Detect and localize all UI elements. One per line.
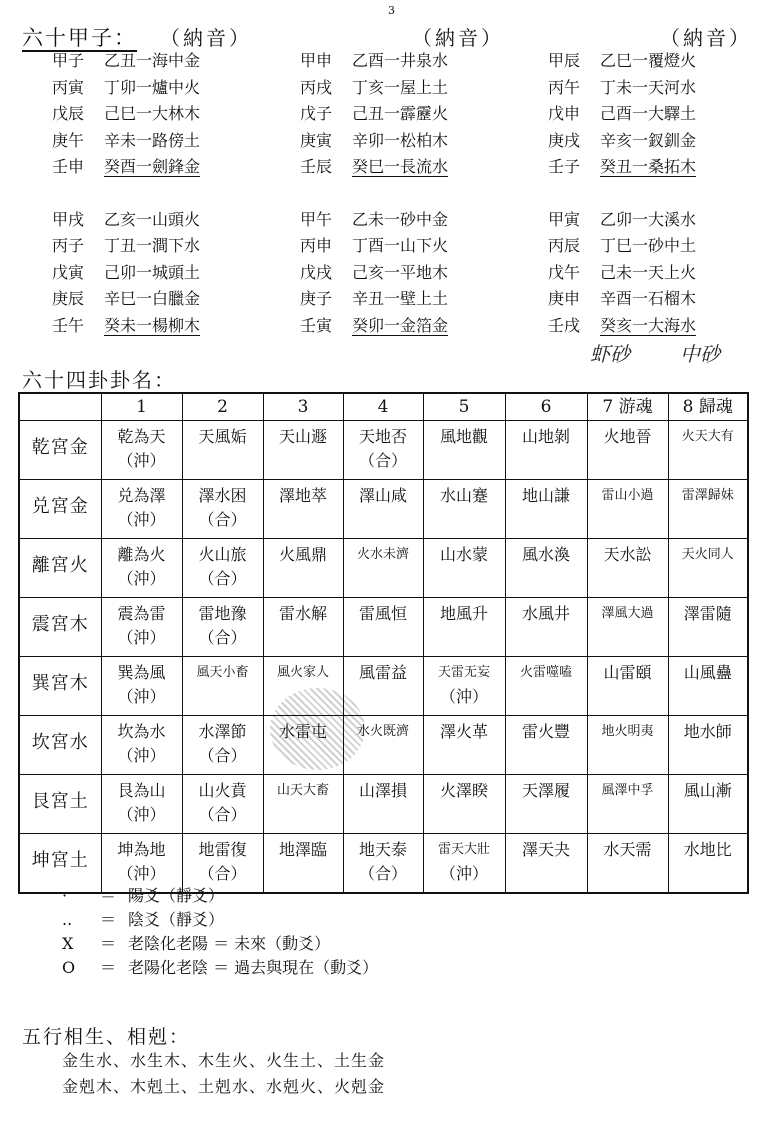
hexagram-name: 山水蒙 [439,545,488,564]
hexagram-name: 地水師 [683,722,732,741]
hexagram-name: 火天大有 [681,429,734,444]
nayin-group [300,48,500,181]
hexagram-cell [101,657,182,716]
nayin-row [300,101,500,128]
hexagram-name: 地風升 [439,604,488,623]
hexagram-name: 澤風大過 [601,606,654,621]
hexagram-cell [182,775,263,834]
hexagram-name: 天澤履 [521,781,570,800]
hexagram-relation: （合） [198,510,247,529]
hexagram-name: 天地否 [358,427,407,446]
hexagram-cell [423,598,505,657]
stem-branch: 甲午 [300,209,333,229]
hexagram-name: 山風蠱 [683,663,732,682]
stem-branch: 壬申 [52,157,85,176]
hexagram-relation: （合） [358,451,407,470]
nayin-element: 丁亥一屋上土 [352,77,449,97]
nayin-element: 辛卯一松柏木 [352,130,449,150]
stem-branch: 丙子 [52,236,85,255]
hexagram-name: 澤山咸 [358,486,407,505]
hexagram-name: 風天小畜 [196,665,249,680]
nayin-element: 辛巳一白臘金 [104,289,201,308]
nayin-row [300,48,500,75]
nayin-row [300,75,500,102]
column-header: 7 游魂 [587,393,668,421]
stem-branch: 壬子 [548,157,581,176]
palace-label: 艮宮土 [19,775,101,834]
palace-label: 坤宮土 [19,834,101,894]
hexagram-name: 震為雷 [117,604,166,623]
stem-branch: 丙午 [548,77,581,97]
nayin-element: 乙酉一井泉水 [352,51,449,70]
hexagram-name: 澤水困 [198,486,247,505]
nayin-row [300,313,500,340]
hexagram-cell [101,598,182,657]
nayin-row [548,286,748,313]
nayin-element: 癸丑一桑拓木 [600,157,697,176]
column-header: 4 [343,393,423,421]
hexagram-cell [423,657,505,716]
hexagram-relation: （合） [198,569,247,588]
nayin-group [300,207,500,340]
wuxing-sheng: 金生水、水生木、木生火、火生土、土生金 [62,1051,386,1070]
hexagram-cell [587,834,668,894]
hexagram-cell [182,539,263,598]
hexagram-cell [263,480,343,539]
hexagram-relation: （沖） [117,805,166,824]
signature-1: 虾砂 [590,342,630,366]
legend-text: 老陽化老陰 ＝ 過去與現在（動爻） [128,958,379,977]
column-header: 5 [423,393,505,421]
nayin-column-2 [300,48,500,339]
hexagram-name: 乾為天 [117,427,166,446]
legend-text: 老陰化老陽 ＝ 未來（動爻） [128,934,331,953]
hexagram-cell [101,775,182,834]
hexagram-row [19,775,748,834]
legend-symbol: .. [62,910,73,929]
nayin-row [548,48,748,75]
hexagram-cell [182,480,263,539]
hexagram-name: 風山漸 [683,781,732,800]
hexagram-name: 火風鼎 [278,545,327,564]
stem-branch: 甲申 [300,51,333,70]
stem-branch: 甲戌 [52,209,85,229]
stem-branch: 甲子 [52,51,85,70]
hexagram-name: 澤天夬 [521,840,570,859]
hexagram-cell [668,539,748,598]
nayin-row [548,233,748,260]
nayin-row [300,154,500,181]
hexagram-cell [423,480,505,539]
hexagram-name: 離為火 [117,545,166,564]
nayin-row [300,286,500,313]
hexagram-name: 風火家人 [276,665,329,680]
hexagram-cell [505,598,587,657]
nayin-element: 丁丑一澗下水 [104,236,201,255]
hexagram-row [19,657,748,716]
stem-branch: 甲辰 [548,51,581,70]
stem-branch: 甲寅 [548,209,581,229]
nayin-element: 辛未一路傍土 [104,130,201,150]
nayin-row [52,313,252,340]
stem-branch: 庚戌 [548,130,581,150]
hexagram-cell [505,539,587,598]
hexagram-row [19,480,748,539]
legend-symbol: O [62,958,76,977]
nayin-element: 丁卯一爐中火 [104,77,201,97]
hexagram-cell [668,716,748,775]
hexagram-name: 天風姤 [198,427,247,446]
page-number: 3 [388,4,395,17]
palace-label: 巽宮木 [19,657,101,716]
hexagram-name: 地火明夷 [601,724,654,739]
signature-2: 中砂 [680,342,720,366]
nayin-element: 癸巳一長流水 [352,157,449,176]
hexagram-name: 兑為澤 [117,486,166,505]
hexagram-name: 風澤中孚 [601,783,654,798]
stem-branch: 庚午 [52,130,85,150]
legend-symbol: · [62,886,68,905]
nayin-element: 辛亥一釵釧金 [600,130,697,150]
hexagram-row [19,716,748,775]
nayin-element: 己卯一城頭土 [104,262,201,282]
nayin-title: 六十甲子： [22,26,137,50]
palace-label: 兑宮金 [19,480,101,539]
nayin-row [52,101,252,128]
hexagram-row [19,539,748,598]
hexagram-name: 艮為山 [117,781,166,800]
nayin-element: 己酉一大驛土 [600,104,697,123]
nayin-row [300,260,500,287]
hexagram-cell [101,539,182,598]
nayin-element: 癸酉一劍鋒金 [104,157,201,176]
hexagram-cell [505,421,587,480]
hexagram-cell [587,657,668,716]
hexagram-name: 山火賁 [198,781,247,800]
hexagram-cell [101,421,182,480]
nayin-row [548,154,748,181]
hexagram-name: 火地晉 [603,427,652,446]
hexagram-relation: （沖） [439,864,488,883]
nayin-element: 乙未一砂中金 [352,209,449,229]
nayin-element: 乙卯一大溪水 [600,209,697,229]
hexagram-name: 山地剝 [521,427,570,446]
stem-branch: 戊寅 [52,262,85,282]
nayin-row [52,286,252,313]
hexagram-relation: （沖） [117,746,166,765]
hexagram-cell [182,657,263,716]
wuxing-ke: 金剋木、木剋土、土剋水、水剋火、火剋金 [62,1077,386,1096]
hexagram-header-row [19,393,748,421]
hexagram-name: 風雷益 [358,663,407,682]
hexagram-name: 雷水解 [278,604,327,623]
hexagram-relation: （沖） [117,451,166,470]
nayin-element: 乙亥一山頭火 [104,209,201,229]
hexagram-name: 火雷噬嗑 [519,665,572,680]
nayin-group [548,48,748,181]
hexagram-name: 雷風恒 [358,604,407,623]
hexagram-name: 山雷頤 [603,663,652,682]
stem-branch: 戊申 [548,104,581,123]
column-header [19,393,101,421]
nayin-group [548,207,748,340]
stem-branch: 戊子 [300,104,333,123]
hexagram-name: 風地觀 [439,427,488,446]
column-header: 2 [182,393,263,421]
column-header: 1 [101,393,182,421]
stem-branch: 庚子 [300,289,333,308]
nayin-row [548,75,748,102]
hexagram-name: 天山遯 [278,427,327,446]
hexagram-cell [668,657,748,716]
nayin-element: 丁巳一砂中土 [600,236,697,255]
hexagram-name: 水天需 [603,840,652,859]
nayin-row [548,260,748,287]
hexagram-cell [668,480,748,539]
stem-branch: 丙寅 [52,77,85,97]
hexagram-relation: （沖） [117,628,166,647]
hexagram-cell [587,598,668,657]
hexagram-cell [587,539,668,598]
seal-stamp [270,688,365,770]
hexagram-relation: （合） [198,805,247,824]
hexagram-cell [101,480,182,539]
hexagram-cell [587,716,668,775]
palace-label: 坎宮水 [19,716,101,775]
nayin-group [52,207,252,340]
nayin-row [52,75,252,102]
palace-label: 震宮木 [19,598,101,657]
legend-equals: ＝ [100,934,117,953]
hexagram-relation: （沖） [439,687,488,706]
hexagram-cell [505,657,587,716]
hexagram-cell [343,598,423,657]
stem-branch: 庚辰 [52,289,85,308]
hexagram-title: 六十四卦卦名： [22,368,176,392]
hexagram-relation: （沖） [117,687,166,706]
hexagram-relation: （沖） [117,510,166,529]
column-header: 6 [505,393,587,421]
nayin-element: 丁未一天河水 [600,77,697,97]
stem-branch: 丙申 [300,236,333,255]
nayin-group [52,48,252,181]
hexagram-cell [423,834,505,894]
hexagram-name: 山澤損 [358,781,407,800]
hexagram-cell [668,775,748,834]
hexagram-cell [182,421,263,480]
hexagram-name: 地天泰 [358,840,407,859]
hexagram-name: 坤為地 [117,840,166,859]
nayin-element: 癸亥一大海水 [600,315,697,335]
hexagram-name: 地澤臨 [278,840,327,859]
legend-row [62,932,378,956]
hexagram-row [19,421,748,480]
hexagram-name: 雷天大壯 [437,842,490,857]
stem-branch: 壬辰 [300,157,333,176]
hexagram-name: 風水渙 [521,545,570,564]
hexagram-name: 地雷復 [198,840,247,859]
nayin-element: 辛酉一石榴木 [600,289,697,308]
hexagram-name: 天水訟 [603,545,652,564]
hexagram-name: 水風井 [521,604,570,623]
hexagram-name: 水澤節 [198,722,247,741]
hexagram-cell [505,716,587,775]
hexagram-relation: （合） [198,864,247,883]
nayin-header-2: （納音） [412,26,504,50]
hexagram-cell [343,480,423,539]
hexagram-cell [343,539,423,598]
stem-branch: 戊戌 [300,262,333,282]
nayin-row [52,128,252,155]
hexagram-cell [505,775,587,834]
hexagram-cell [505,480,587,539]
nayin-row [300,128,500,155]
hexagram-relation: （合） [198,746,247,765]
stem-branch: 庚申 [548,289,581,308]
legend-row [62,956,378,980]
hexagram-cell [587,775,668,834]
hexagram-name: 水雷屯 [278,722,327,741]
hexagram-cell [668,834,748,894]
hexagram-cell [668,421,748,480]
nayin-element: 己未一天上火 [600,262,697,282]
hexagram-cell [505,834,587,894]
nayin-element: 癸卯一金箔金 [352,315,449,335]
stem-branch: 丙戌 [300,77,333,97]
nayin-element: 己巳一大林木 [104,104,201,123]
column-header: 8 歸魂 [668,393,748,421]
stem-branch: 丙辰 [548,236,581,255]
hexagram-name: 澤火革 [439,722,488,741]
nayin-column-3 [548,48,748,339]
legend-equals: ＝ [100,886,117,905]
stem-branch: 壬午 [52,315,85,335]
hexagram-relation: （沖） [117,569,166,588]
nayin-row [52,154,252,181]
nayin-row [548,128,748,155]
nayin-element: 乙巳一覆燈火 [600,51,697,70]
hexagram-cell [587,480,668,539]
nayin-column-1 [52,48,252,339]
hexagram-name: 雷地豫 [198,604,247,623]
palace-label: 離宮火 [19,539,101,598]
hexagram-relation: （沖） [117,864,166,883]
hexagram-cell [423,716,505,775]
nayin-row [548,207,748,234]
nayin-element: 己丑一霹靂火 [352,104,449,123]
hexagram-name: 天雷无妄 [437,665,490,680]
palace-label: 乾宮金 [19,421,101,480]
hexagram-cell [343,775,423,834]
nayin-element: 辛丑一壁上土 [352,289,449,308]
hexagram-cell [587,421,668,480]
hexagram-row [19,598,748,657]
hexagram-name: 火水未濟 [356,547,409,562]
legend-text: 陽爻（靜爻） [128,886,225,905]
legend-row [62,884,378,908]
hexagram-name: 水地比 [683,840,732,859]
stem-branch: 壬戌 [548,315,581,335]
nayin-element: 己亥一平地木 [352,262,449,282]
legend-row [62,908,378,932]
hexagram-cell [423,421,505,480]
hexagram-name: 雷山小過 [601,488,654,503]
hexagram-cell [668,598,748,657]
hexagram-name: 火山旅 [198,545,247,564]
hexagram-name: 澤雷隨 [683,604,732,623]
hexagram-cell [101,716,182,775]
legend-equals: ＝ [100,910,117,929]
nayin-header-3: （納音） [660,26,752,50]
hexagram-name: 巽為風 [117,663,166,682]
nayin-row [52,260,252,287]
nayin-row [548,313,748,340]
hexagram-name: 坎為水 [117,722,166,741]
hexagram-cell [263,598,343,657]
nayin-row [548,101,748,128]
hexagram-name: 水山蹇 [439,486,488,505]
wuxing-title: 五行相生、相剋： [22,1026,191,1048]
hexagram-table [18,392,749,894]
hexagram-cell [182,716,263,775]
hexagram-cell [343,421,423,480]
column-header: 3 [263,393,343,421]
legend-symbol: X [62,934,74,953]
yao-legend [62,884,378,980]
nayin-row [300,233,500,260]
hexagram-cell [182,598,263,657]
hexagram-name: 雷澤歸妹 [681,488,734,503]
hexagram-name: 地山謙 [521,486,570,505]
hexagram-name: 火澤睽 [439,781,488,800]
nayin-element: 癸未一楊柳木 [104,315,201,335]
nayin-row [52,207,252,234]
nayin-element: 丁酉一山下火 [352,236,449,255]
nayin-row [300,207,500,234]
hexagram-name: 雷火豐 [521,722,570,741]
nayin-header-1: （納音） [160,26,252,50]
stem-branch: 戊辰 [52,104,85,123]
hexagram-relation: （合） [358,864,407,883]
hexagram-name: 澤地萃 [278,486,327,505]
stem-branch: 庚寅 [300,130,333,150]
hexagram-name: 天火同人 [681,547,734,562]
hexagram-name: 水火既濟 [356,724,409,739]
nayin-row [52,233,252,260]
hexagram-name: 山天大畜 [276,783,329,798]
legend-equals: ＝ [100,958,117,977]
hexagram-relation: （合） [198,628,247,647]
hexagram-cell [263,539,343,598]
stem-branch: 壬寅 [300,315,333,335]
hexagram-cell [423,539,505,598]
legend-text: 陰爻（靜爻） [128,910,225,929]
nayin-row [52,48,252,75]
hexagram-cell [423,775,505,834]
hexagram-cell [263,421,343,480]
stem-branch: 戊午 [548,262,581,282]
nayin-element: 乙丑一海中金 [104,51,201,70]
hexagram-cell [263,775,343,834]
